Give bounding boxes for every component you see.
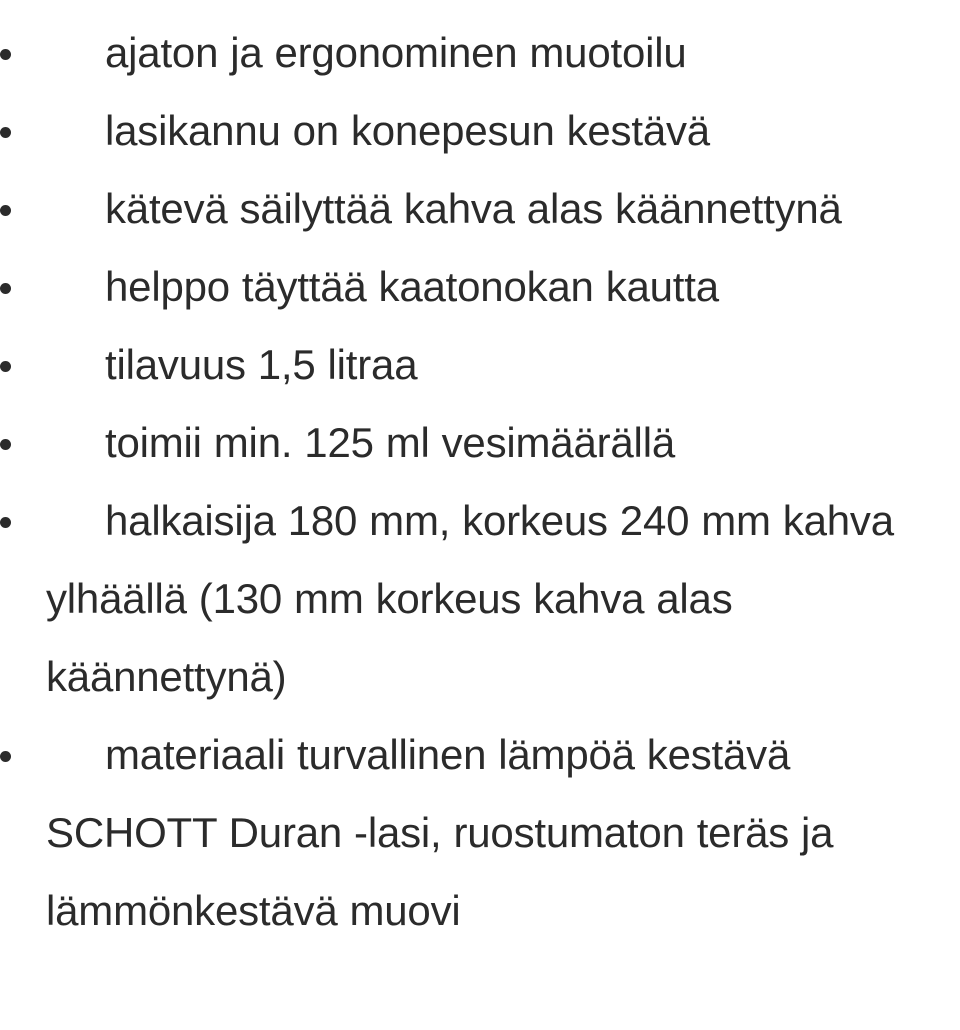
bullet-icon: [0, 205, 11, 216]
bullet-icon: [0, 127, 11, 138]
bullet-icon: [0, 361, 11, 372]
bullet-icon: [0, 283, 11, 294]
list-item: [0, 170, 960, 248]
list-item: [0, 326, 960, 404]
bullet-icon: [0, 439, 11, 450]
list-item: [0, 14, 960, 92]
list-item-text: kätevä säilyttää kahva alas käännettynä: [105, 185, 842, 232]
list-item-text: ajaton ja ergonominen muotoilu: [105, 29, 687, 76]
list-item: [0, 92, 960, 170]
list-item: [0, 248, 960, 326]
list-item: [0, 716, 960, 950]
list-item-text: toimii min. 125 ml vesimäärällä: [105, 419, 675, 466]
list-item-text: tilavuus 1,5 litraa: [105, 341, 418, 388]
list-item-text: materiaali turvallinen lämpöä kestävä SCHOTT Duran -lasi, ruostumaton teräs ja lämmönkestävä muovi: [46, 731, 834, 934]
list-item-text: helppo täyttää kaatonokan kautta: [105, 263, 719, 310]
bullet-icon: [0, 751, 11, 762]
bullet-icon: [0, 517, 11, 528]
bullet-icon: [0, 49, 11, 60]
list-item: [0, 482, 960, 716]
list-item-text: lasikannu on konepesun kestävä: [105, 107, 710, 154]
list-item: [0, 404, 960, 482]
list-item-text: halkaisija 180 mm, korkeus 240 mm kahva ylhäällä (130 mm korkeus kahva alas käännettynä): [46, 497, 894, 700]
